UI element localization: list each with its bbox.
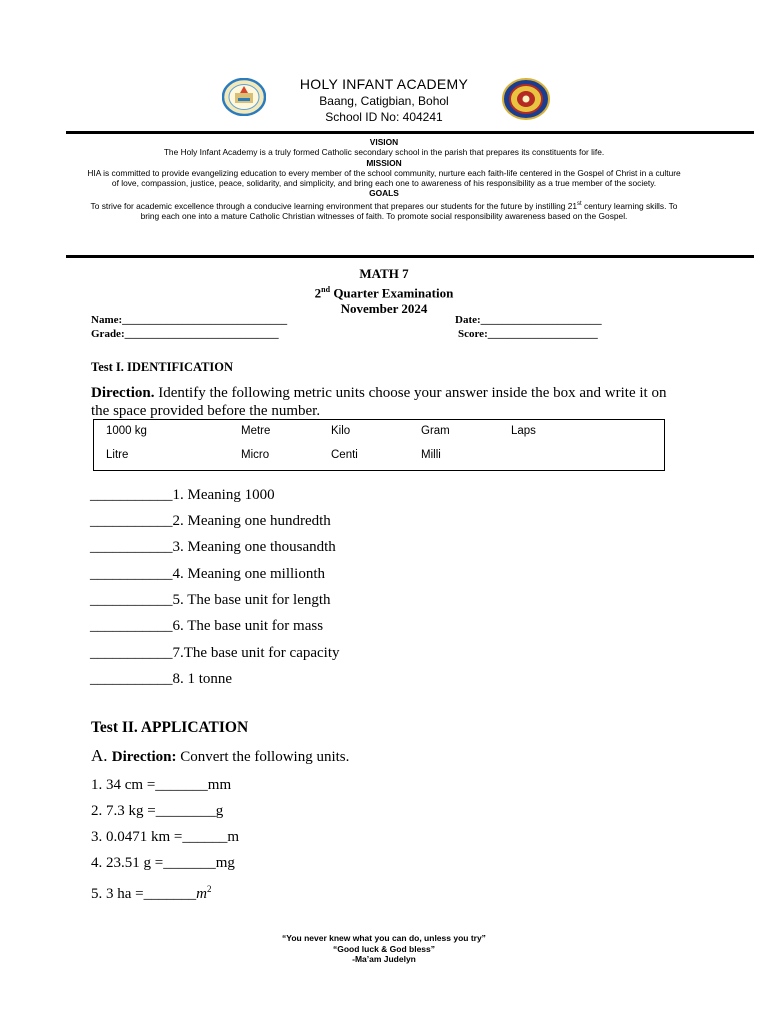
question-4[interactable]: ___________4. Meaning one millionth	[90, 566, 325, 582]
choice-1000kg: 1000 kg	[106, 425, 147, 437]
question-5[interactable]: ___________5. The base unit for length	[90, 592, 331, 608]
conversion-3[interactable]: 3. 0.0471 km =______m	[91, 829, 240, 845]
test2-title: Test II. APPLICATION	[91, 719, 249, 736]
vision-text: The Holy Infant Academy is a truly formed Catholic secondary school in the parish that prepares its constituents for life.	[163, 147, 605, 158]
choice-litre: Litre	[106, 449, 129, 461]
grade-field[interactable]: Grade:____________________________	[91, 328, 279, 340]
test2-direction: A. Direction: Convert the following units.	[91, 746, 350, 765]
choices-box	[93, 419, 665, 471]
score-field[interactable]: Score:____________________	[458, 328, 598, 340]
footer-quote	[0, 933, 768, 965]
question-6[interactable]: ___________6. The base unit for mass	[90, 618, 324, 634]
vision-heading: VISION	[369, 137, 399, 147]
goals-heading: GOALS	[369, 188, 399, 199]
conversion-2[interactable]: 2. 7.3 kg =________g	[91, 803, 224, 819]
test1-title: Test I. IDENTIFICATION	[91, 360, 234, 374]
exam-subject: MATH 7	[359, 266, 409, 281]
choice-micro: Micro	[241, 449, 270, 461]
vision-mission-goals	[86, 137, 682, 221]
header-divider-top	[66, 131, 754, 134]
conversion-1[interactable]: 1. 34 cm =_______mm	[91, 777, 232, 793]
choice-centi: Centi	[331, 449, 358, 461]
school-header	[0, 76, 768, 125]
school-name: HOLY INFANT ACADEMY	[299, 76, 469, 92]
question-3[interactable]: ___________3. Meaning one thousandth	[90, 539, 336, 555]
test1-direction: Direction. Identify the following metric units choose your answer inside the box and write it on the space provided before the number.	[91, 385, 667, 419]
exam-quarter: 2nd Quarter Examination	[314, 285, 454, 301]
mission-text: HIA is committed to provide evangelizing education to every member of the school community, nurture each faith-life centered in the Gospel of Christ in a culture of love, compassion, justice, peace, solidarity, and simplicity, and bring each one to awareness of his responsibility as a true member of the society.	[87, 167, 681, 189]
quote-line-2: “Good luck & God bless”	[332, 943, 435, 954]
choice-kilo: Kilo	[331, 425, 351, 437]
name-field[interactable]: Name:______________________________	[91, 314, 288, 326]
quote-line-1: “You never knew what you can do, unless you try”	[282, 933, 486, 943]
question-1[interactable]: ___________1. Meaning 1000	[90, 487, 275, 503]
exam-title	[0, 266, 768, 317]
conversion-5[interactable]: 5. 3 ha $=\_\_\_\_\_\_\_m^2$	[91, 884, 212, 902]
goals-text: To strive for academic excellence through a conducive learning environment that prepares our students for the future by instilling 21st century learning skills. To bring each one into a mature Catholic Christian witnesses of faith. To promote social responsibility awareness based on the Gospel.	[90, 200, 678, 221]
quote-signature: -Ma’am Judelyn	[352, 954, 416, 964]
header-divider-bottom	[66, 255, 754, 258]
choice-gram: Gram	[421, 425, 450, 437]
school-address: Baang, Catigbian, Bohol	[319, 94, 449, 108]
choice-metre: Metre	[241, 425, 271, 437]
conversion-4[interactable]: 4. 23.51 g =_______mg	[91, 855, 235, 871]
choice-milli: Milli	[421, 449, 441, 461]
date-field[interactable]: Date:______________________	[455, 314, 602, 326]
mission-heading: MISSION	[366, 157, 402, 168]
question-8[interactable]: ___________8. 1 tonne	[90, 671, 233, 687]
school-id: School ID No: 404241	[325, 110, 443, 124]
question-2[interactable]: ___________2. Meaning one hundredth	[90, 513, 331, 529]
exam-date: November 2024	[340, 301, 428, 317]
question-7[interactable]: ___________7.The base unit for capacity	[90, 645, 340, 661]
choice-laps: Laps	[511, 425, 536, 437]
